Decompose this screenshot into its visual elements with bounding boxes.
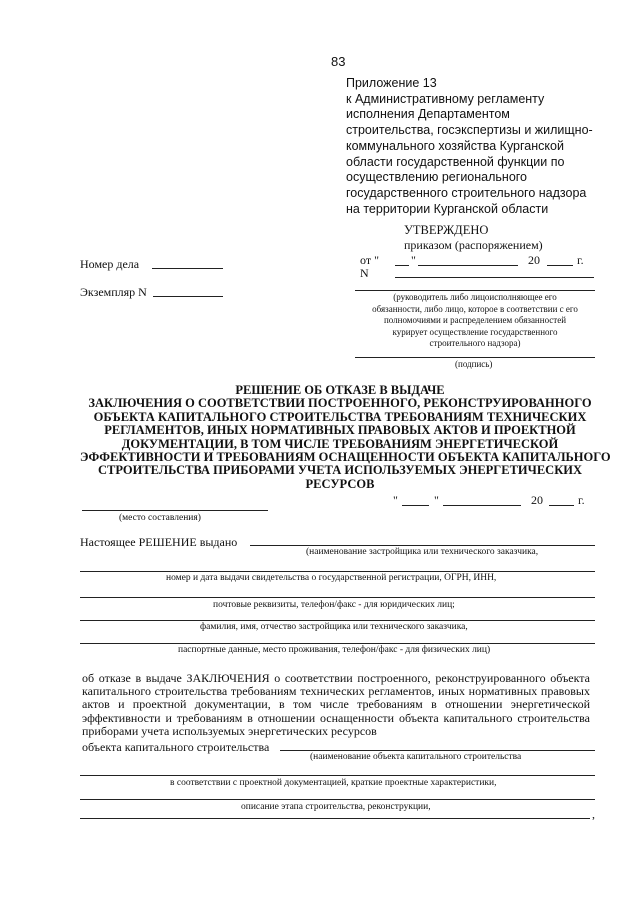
postal-line [80, 597, 595, 598]
title-line: СТРОИТЕЛЬСТВА ПРИБОРАМИ УЧЕТА ИСПОЛЬЗУЕМЫХ ЭНЕРГЕТИЧЕСКИХ [97, 463, 583, 478]
date-day-line [402, 505, 429, 506]
body-line: капитального строительства требованиям технических регламентов, иных нормативных правовых [82, 684, 590, 699]
approval-n-label: N [360, 266, 369, 280]
head-caption-line: строительного надзора) [429, 338, 521, 348]
page-number: 83 [331, 54, 346, 69]
body-paragraph [82, 672, 590, 738]
title-line: ОБЪЕКТА КАПИТАЛЬНОГО СТРОИТЕЛЬСТВА ТРЕБОВАНИЯМ ТЕХНИЧЕСКИХ [93, 409, 587, 424]
postal-caption: почтовые реквизиты, телефон/факс - для юридических лиц; [213, 600, 455, 610]
body-line: приборами учета используемых энергетических ресурсов [82, 723, 377, 738]
appendix-block [346, 76, 593, 217]
title-line: РЕГЛАМЕНТОВ, ИНЫХ НОРМАТИВНЫХ ПРАВОВЫХ АКТОВ И ПРОЕКТНОЙ [104, 423, 576, 438]
appendix-line: государственного строительного надзора [346, 185, 587, 200]
date-quote-open: " [393, 493, 398, 507]
head-caption-line: курирует осуществление государственного [392, 326, 558, 337]
approval-year: 20 [528, 253, 540, 267]
stage-caption: описание этапа строительства, реконструкции, [241, 802, 431, 812]
approved-heading: УТВЕРЖДЕНО [404, 223, 489, 237]
approval-quote: " [411, 253, 416, 267]
head-caption [355, 292, 595, 350]
copy-number-label: Экземпляр N [80, 285, 147, 299]
issued-line [250, 545, 595, 546]
appendix-line: на территории Курганской области [346, 201, 549, 216]
approval-month-line [418, 265, 518, 266]
approval-order-label: приказом (распоряжением) [404, 238, 543, 252]
copy-number-line [153, 296, 223, 297]
head-caption-line: (руководитель либо лицоисполняющее его [393, 292, 557, 302]
title-line: РЕСУРСОВ [305, 476, 375, 491]
date-g: г. [578, 493, 585, 507]
date-year-line [549, 505, 574, 506]
approval-g: г. [577, 253, 584, 267]
appendix-line: к Административному регламенту [346, 91, 545, 106]
approval-year-line [547, 265, 573, 266]
date-quote-close: " [434, 493, 439, 507]
appendix-line: области государственной функции по [346, 154, 565, 169]
case-number-line [152, 268, 223, 269]
approval-n-line [395, 277, 594, 278]
title-line: ЭФФЕКТИВНОСТИ И ТРЕБОВАНИЯМ ОСНАЩЕННОСТИ ОБЪЕКТА КАПИТАЛЬНОГО [80, 450, 611, 465]
place-line [82, 510, 268, 511]
signature-line [355, 357, 595, 358]
object-name-caption: (наименование объекта капитального строительства [310, 752, 522, 762]
passport-line [80, 643, 595, 644]
issued-label: Настоящее РЕШЕНИЕ выдано [80, 535, 238, 549]
head-caption-line: полномочиями и распределением обязанностей [383, 315, 567, 325]
title-line: РЕШЕНИЕ ОБ ОТКАЗЕ В ВЫДАЧЕ [235, 383, 445, 397]
appendix-line: строительства, госэкспертизы и жилищно- [346, 123, 593, 138]
appendix-line: коммунального хозяйства Курганской [346, 138, 564, 153]
developer-caption: (наименование застройщика или технического заказчика, [306, 547, 539, 557]
project-doc-caption: в соответствии с проектной документацией, краткие проектные характеристики, [170, 778, 497, 788]
case-number-label: Номер дела [80, 257, 140, 271]
body-line: актов и проектной документации, в том числе требованиям в отношении энергетической [82, 697, 590, 712]
object-label: объекта капитального строительства [82, 740, 270, 754]
title-line: ЗАКЛЮЧЕНИЯ О СООТВЕТСТВИИ ПОСТРОЕННОГО, РЕКОНСТРУИРОВАННОГО [88, 396, 592, 411]
title-line: ДОКУМЕНТАЦИИ, В ТОМ ЧИСЛЕ ТРЕБОВАНИЯМ ЭНЕРГЕТИЧЕСКОЙ [121, 436, 559, 451]
date-month-line [443, 505, 521, 506]
appendix-line: исполнения Департаментом [346, 107, 510, 122]
date-year: 20 [531, 493, 543, 507]
final-line [80, 818, 590, 819]
registration-caption: номер и дата выдачи свидетельства о государственной регистрации, ОГРН, ИНН, [166, 573, 497, 583]
approval-head-line [355, 290, 595, 291]
passport-caption: паспортные данные, место проживания, телефон/факс - для физических лиц) [178, 645, 491, 655]
fio-caption: фамилия, имя, отчество застройщика или технического заказчика, [200, 622, 468, 632]
project-doc-line [80, 775, 595, 776]
signature-caption: (подпись) [455, 359, 493, 369]
body-line: эффективности и требованиям в отношении оснащенности объекта капитального строительства [82, 710, 590, 725]
head-caption-line: обязанности, либо лицо, которое в соответствии с его [372, 303, 578, 314]
registration-line [80, 571, 595, 572]
body-line: об отказе в выдаче ЗАКЛЮЧЕНИЯ о соответствии построенного, реконструированного объекта [82, 671, 590, 685]
object-line [280, 750, 595, 751]
trailing-comma: , [592, 807, 595, 821]
fio-line [80, 620, 595, 621]
approval-from-label: от " [360, 253, 379, 267]
stage-line [80, 799, 595, 800]
appendix-line: осуществлению регионального [346, 170, 528, 185]
place-caption: (место составления) [119, 513, 201, 523]
appendix-line: Приложение 13 [346, 76, 437, 90]
approval-day-line [395, 265, 409, 266]
document-title [80, 383, 611, 491]
